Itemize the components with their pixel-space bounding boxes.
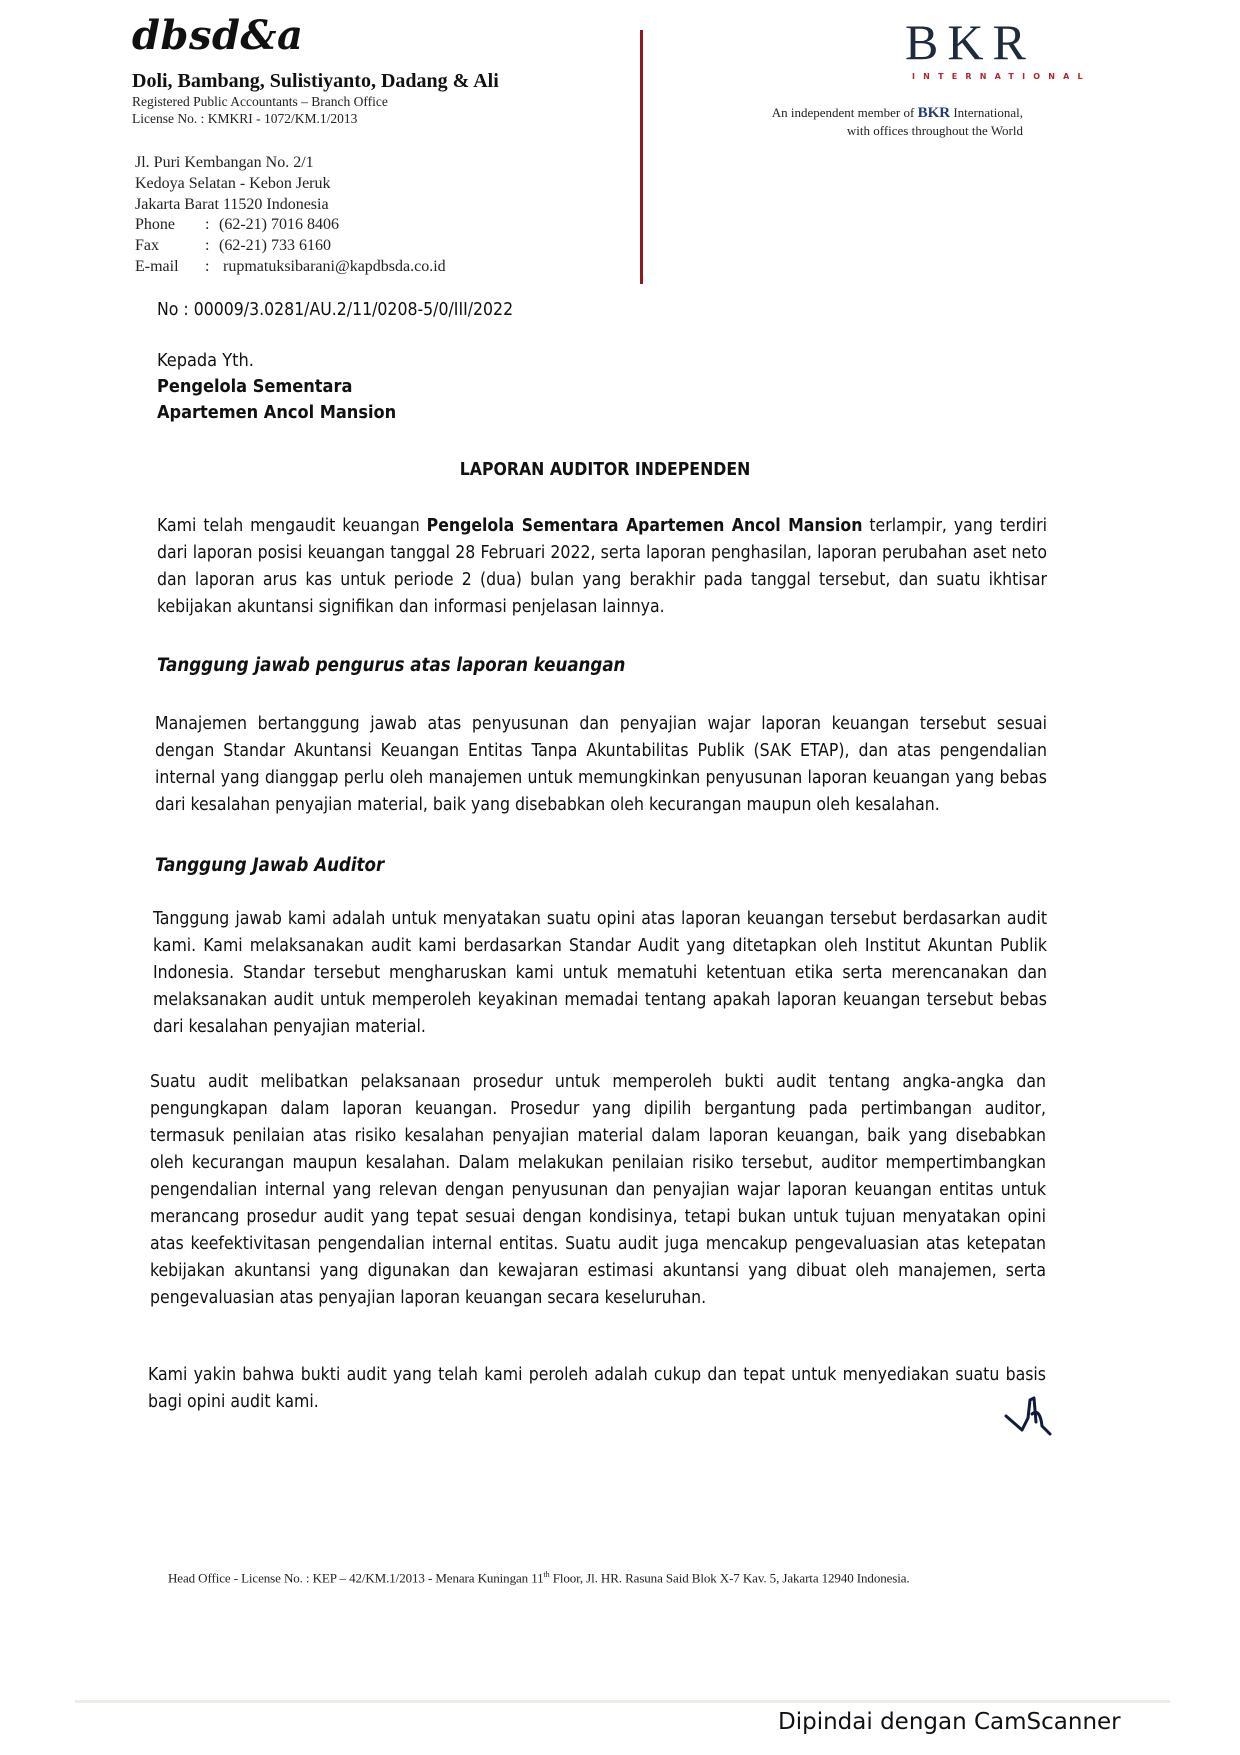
auditor-paragraph-2: Suatu audit melibatkan pelaksanaan prosedur untuk memperoleh bukti audit tentang angka-angka dan pengungkapan dalam laporan keuangan. Prosedur yang dipilih bergantung pada pertimbangan auditor, termasuk penilaian atas risiko kesalahan penyajian material dalam laporan keuangan, baik yang disebabkan oleh kecurangan maupun kesalahan. Dalam melakukan penilaian risiko tersebut, auditor mempertimbangkan pengendalian internal yang relevan dengan penyusunan dan penyajian wajar laporan keuangan entitas untuk merancang prosedur audit yang tepat sesuai dengan kondisinya, tetapi bukan untuk tujuan menyatakan opini atas keefektivitasan pengendalian internal entitas. Suatu audit juga mencakup pengevaluasian atas ketepatan kebijakan akuntansi yang digunakan dan kewajaran estimasi akuntansi yang dibuat oleh manajemen, serta pengevaluasian atas penyajian laporan keuangan secara keseluruhan. [150,1072,1046,1308]
text: Kami telah mengaudit keuangan [157,516,427,536]
contact-email [135,258,446,276]
management-paragraph: Manajemen bertanggung jawab atas penyusunan dan penyajian wajar laporan keuangan tersebut sesuai dengan Standar Akuntansi Keuangan Entitas Tanpa Akuntabilitas Publik (SAK ETAP), dan atas pengendalian internal yang dianggap perlu oleh manajemen untuk memungkinkan penyusunan laporan keuangan yang bebas dari kesalahan penyajian material, baik yang disebabkan oleh kecurangan maupun oleh kesalahan. [155,714,1047,815]
colon: : [205,216,210,233]
contact-value: rupmatuksibarani@kapdbsda.co.id [223,258,446,275]
text: Head Office - License No. : KEP – 42/KM.1/2013 - Menara Kuningan 11 [168,1570,544,1586]
contact-value: (62-21) 733 6160 [219,237,331,254]
auditor-paragraph-3: Kami yakin bahwa bukti audit yang telah kami peroleh adalah cukup dan tepat untuk menyediakan suatu basis bagi opini audit kami. [148,1365,1046,1412]
text: terlampir, yang terdiri dari laporan posisi keuangan tanggal 28 Februari 2022, serta laporan penghasilan, laporan perubahan aset neto dan laporan arus kas untuk periode 2 (dua) bulan yang berakhir pada tanggal tersebut, dan suatu ikhtisar kebijakan akuntansi signifikan dan informasi penjelasan lainnya. [157,516,1048,617]
colon: : [205,237,210,254]
entity-name: Pengelola Sementara Apartemen Ancol Mansion [426,516,863,536]
address-line: Jakarta Barat 11520 Indonesia [135,196,329,213]
colon: : [205,258,210,275]
intro-paragraph [157,513,1047,621]
auditor-paragraph-1: Tanggung jawab kami adalah untuk menyatakan suatu opini atas laporan keuangan tersebut berdasarkan audit kami. Kami melaksanakan audit kami berdasarkan Standar Audit yang ditetapkan oleh Institut Akuntan Publik Indonesia. Standar tersebut mengharuskan kami untuk mematuhi ketentuan etika serta merencanakan dan melaksanakan audit untuk memperoleh keyakinan memadai tentang apakah laporan keuangan tersebut bebas dari kesalahan penyajian material. [153,909,1047,1037]
contact-label: Phone [135,216,175,233]
head-office-footer [168,1570,910,1586]
text: th [543,1570,550,1579]
salutation: Kepada Yth. [157,350,254,371]
network-offices: with offices throughout the World [846,123,1023,138]
scan-edge [75,1700,1170,1703]
reference-number: No : 00009/3.0281/AU.2/11/0208-5/0/III/2022 [157,300,514,320]
membership-text: International, [953,105,1023,120]
camscanner-watermark: Dipindai dengan CamScanner [778,1709,1121,1735]
bkr-logo-subtitle: INTERNATIONAL [912,72,1091,81]
contact-label: E-mail [135,258,179,275]
contact-fax [135,237,331,255]
bkr-logo: BKR [905,14,1035,70]
address-line: Kedoya Selatan - Kebon Jeruk [135,175,331,192]
document-title: LAPORAN AUDITOR INDEPENDEN [459,460,751,480]
contact-label: Fax [135,237,159,254]
firm-name: Doli, Bambang, Sulistiyanto, Dadang & Ali [132,70,499,92]
contact-value: (62-21) 7016 8406 [219,216,339,233]
membership-brand: BKR [917,105,951,121]
membership-text: An independent member of [771,105,915,120]
section-heading-auditor: Tanggung Jawab Auditor [155,855,385,876]
section-heading-management: Tanggung jawab pengurus atas laporan keuangan [157,655,626,676]
contact-phone [135,216,339,234]
network-membership [772,105,1023,122]
text: Floor, Jl. HR. Rasuna Said Blok X-7 Kav. 5, Jakarta 12940 Indonesia. [549,1570,910,1586]
firm-type: Registered Public Accountants – Branch Office [132,94,388,109]
recipient-entity: Apartemen Ancol Mansion [157,402,397,423]
firm-license: License No. : KMKRI - 1072/KM.1/2013 [132,111,358,126]
firm-logo: dbsd&a [132,12,304,59]
letterhead-divider [640,30,643,284]
signature-icon [1002,1392,1062,1438]
recipient-name: Pengelola Sementara [157,376,353,397]
address-line: Jl. Puri Kembangan No. 2/1 [135,154,314,171]
